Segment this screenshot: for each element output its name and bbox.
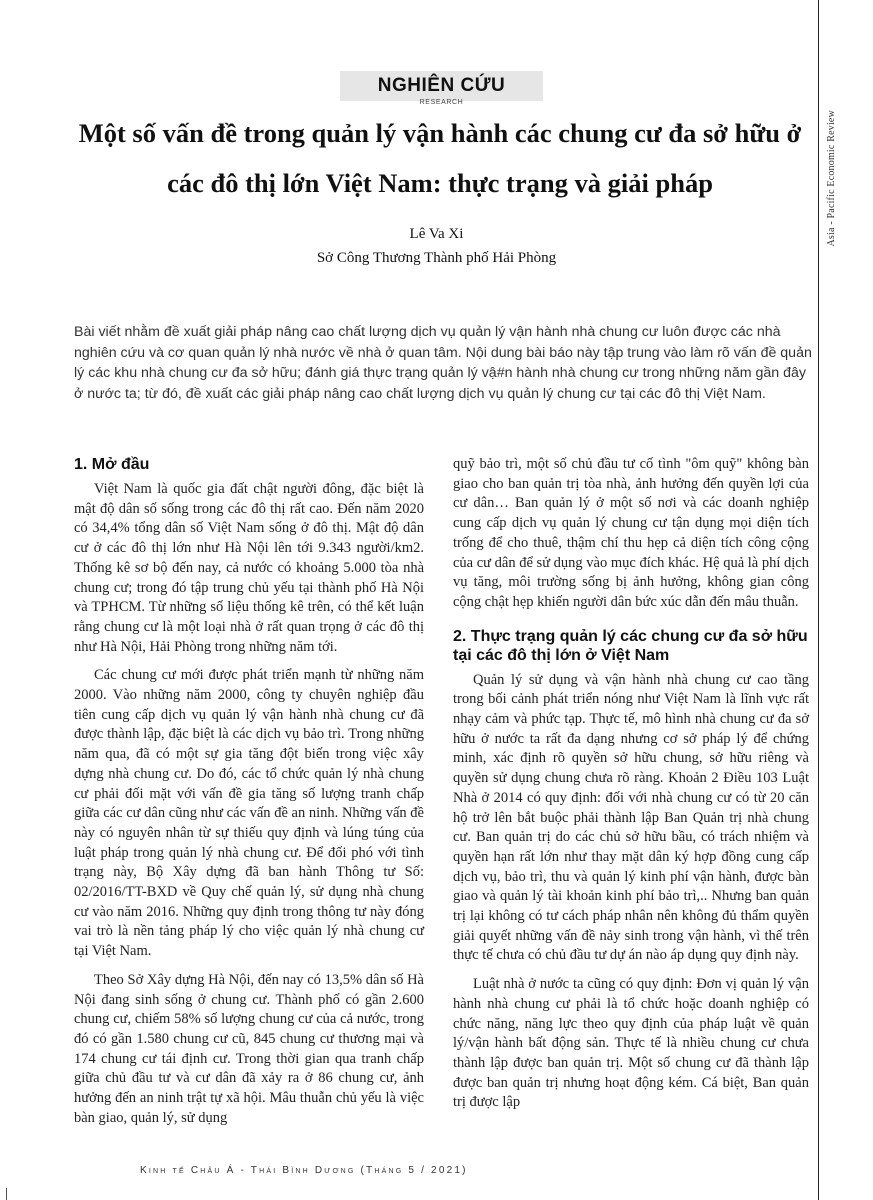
author-affiliation: Sở Công Thương Thành phố Hải Phòng [316,250,557,266]
abstract: Bài viết nhằm đề xuất giải pháp nâng cao chất lượng dịch vụ quản lý vận hành nhà chung cư luôn được các nhà nghiên cứu và cơ quan quản lý nhà nước về nhà ở quan tâm. Nội dung bài báo này tập trung vào làm rõ vấn đề quản lý các khu nhà chung cư đa sở hữu; đánh giá thực trạng quản lý vậ#n hành nhà chung cư trong những năm gần đây ở nước ta; từ đó, đề xuất các giải pháp nâng cao chất lượng dịch vụ quản lý chung cư tại các đô thị Việt Nam. [74,324,812,402]
page-footer: Kinh tế Châu Á - Thái Bình Dương (Tháng 5 / 2021) [140,1165,468,1176]
article-title: Một số vấn đề trong quản lý vận hành các chung cư đa sở hữu ở các đô thị lớn Việt Nam: thực trạng và giải pháp [78,118,802,198]
paragraph: Luật nhà ở nước ta cũng có quy định: Đơn vị quản lý vận hành nhà chung cư phải là tổ chức hoặc doanh nghiệp có chức năng, năng lực theo quy định của pháp luật về quản lý/vận hành bất động sản. Thực tế là nhiều chung cư chưa thành lập được ban quản trị. Một số chung cư đã thành lập được ban quản trị nhưng hoạt động kém. Cá biệt, Ban quản trị được lập [453,976,809,1111]
section-label: NGHIÊN CỨU [340,71,543,101]
paragraph-continuation: quỹ bảo trì, một số chủ đầu tư cố tình "ôm quỹ" không bàn giao cho ban quản trị tòa nhà, ảnh hưởng đến quyền lợi của cư dân… Ban quản lý ở một số nơi và các doanh nghiệp cung cấp dịch vụ quản lý chung cư tận dụng mọi diện tích trống để cho thuê, thậm chí thu hẹp cả diện tích công cộng của cư dân để sử dụng vào mục đích khác. Hệ quả là phí dịch vụ tăng, môi trường sống bị ảnh hưởng, không gian công cộng chật hẹp khiến người dân bức xúc dẫn đến mâu thuẫn. [453,456,809,610]
paragraph: Theo Sở Xây dựng Hà Nội, đến nay có 13,5% dân số Hà Nội đang sinh sống ở chung cư. Thành phố có gần 2.600 chung cư, chiếm 58% số lượng chung cư của cả nước, trong đó có gần 1.580 chung cư cũ, 845 chung cư thương mại và 174 chung cư tái định cư. Trong thời gian qua tranh chấp giữa chủ đầu tư và cư dân đã xảy ra ở 86 chung cư, ảnh hưởng đến an ninh trật tự xã hội. Mâu thuẫn chủ yếu là việc bàn giao, quản lý, sử dụng [74,971,424,1126]
paragraph: Quản lý sử dụng và vận hành nhà chung cư cao tầng trong bối cảnh phát triển nóng như Việt Nam là lĩnh vực rất nhạy cảm và phức tạp. Thực tế, mô hình nhà chung cư đa sở hữu ở nước ta rất đa dạng nhưng cơ sở pháp lý để chứng minh, xác định rõ quyền sở hữu chung, sở hữu riêng và quyền sử dụng chung chưa rõ ràng. Khoản 2 Điều 103 Luật Nhà ở 2014 có quy định: đối với nhà chung cư có từ 20 căn hộ trở lên bắt buộc phải thành lập Ban Quản trị nhà chung cư. Ban quản trị do các chủ sở hữu bầu, có trách nhiệm và quyền hạn rất lớn như thay mặt dân ký hợp đồng cung cấp dịch vụ, bảo trì, thu và quản lý kinh phí vận hành, được bàn giao và quản lý tài khoản kinh phí bảo trì,.. Nhưng ban quản trị lại không có tư cách pháp nhân nên không đủ thẩm quyền giải quyết những vấn đề nảy sinh trong vận hành, vì thế trên thực tế chưa có chủ đầu tư dự án nào áp dụng quy định này. [453,671,809,964]
paragraph: Các chung cư mới được phát triển mạnh từ những năm 2000. Vào những năm 2000, công ty chuyên nghiệp đầu tiên cung cấp dịch vụ quản lý vận hành nhà chung cư đã được thành lập, đặc biệt là các dịch vụ bảo trì. Trong những năm qua, đã có một sự gia tăng đột biến trong việc xây dựng nhà chung cư. Do đó, các tổ chức quản lý nhà chung cư phải đối mặt với vấn đề gia tăng số lượng tranh chấp giữa các cư dân cũng như các vấn đề an ninh. Những vấn đề này có nguyên nhân từ sự thiếu quy định và lúng túng của luật pháp trong quản lý nhà chung cư. Để đối phó với tình trạng này, Bộ Xây dựng đã ban hành Thông tư Số: 02/2016/TT-BXD về Quy chế quản lý, sử dụng nhà chung cư vào năm 2016. Những quy định trong thông tư này đóng vai trò là nền tảng pháp lý cho việc quản lý nhà chung cư tại Việt Nam. [74,667,424,960]
section-sublabel: RESEARCH [419,99,464,106]
left-column [74,455,424,1138]
right-column [453,455,809,1122]
section-heading-status: 2. Thực trạng quản lý các chung cư đa sở hữu tại các đô thị lớn ở Việt Nam [453,627,808,664]
section-heading-intro: 1. Mở đầu [74,456,150,473]
journal-side-label: Asia - Pacific Economic Review [826,110,837,247]
paragraph: Việt Nam là quốc gia đất chật người đông, đặc biệt là mật độ dân số sống trong các đô thị rất cao. Đến năm 2020 có 34,4% tổng dân số Việt Nam sống ở đô thị. Mật độ dân cư ở các đô thị lớn như Hà Nội lên tới 9.343 người/km2. Thống kê sơ bộ đến nay, cả nước có khoảng 5.000 tòa nhà chung cư; trong đó tập trung chủ yếu tại thành phố Hà Nội và TPHCM. Từ những số liệu thống kê trên, có thể kết luận rằng chung cư là một loại nhà ở rất quan trọng ở các đô thị như Hà Nội, Hải Phòng trong những năm tới. [74,481,424,655]
author-name: Lê Va Xi [409,226,464,242]
crop-mark [6,1188,7,1200]
